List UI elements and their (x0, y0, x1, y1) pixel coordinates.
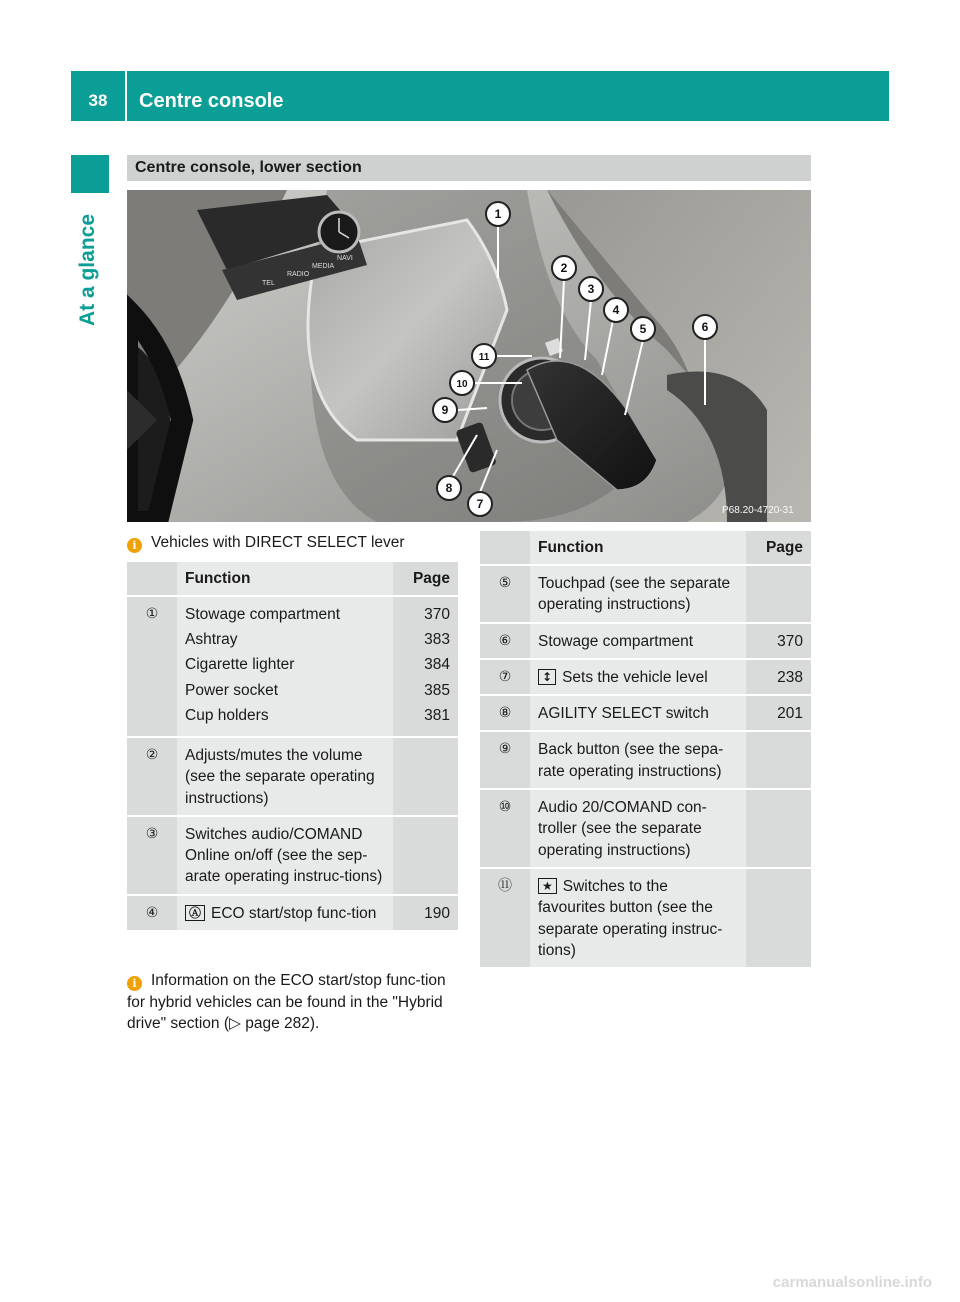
table-row (480, 868, 811, 968)
item-number: ⑥ (480, 623, 530, 659)
callout-1: 1 (494, 207, 502, 221)
function-text: Power socket (185, 681, 279, 699)
side-tab-marker (71, 155, 109, 193)
function-text: Cup holders (185, 706, 269, 724)
item-function (530, 659, 746, 695)
info-icon: i (127, 538, 142, 553)
panel-button-label: MEDIA (312, 263, 335, 270)
function-text: Sets the vehicle level (562, 668, 708, 686)
item-number: ④ (127, 895, 177, 931)
header-page: Page (393, 562, 458, 596)
item-number: ⑤ (480, 565, 530, 623)
function-text: Back button (see the sepa-rate operating instructions) (530, 731, 746, 789)
page-ref (746, 731, 811, 789)
item-pages (393, 596, 458, 737)
table-row (480, 789, 811, 868)
callout-6: 6 (701, 320, 709, 334)
section-title: Centre console, lower section (135, 159, 362, 176)
table-header-row (127, 562, 458, 596)
page-ref (746, 868, 811, 968)
item-number: ⑦ (480, 659, 530, 695)
direct-select-text: Vehicles with DIRECT SELECT lever (151, 534, 405, 551)
info-icon: i (127, 976, 142, 991)
header-num (480, 531, 530, 565)
table-row (127, 596, 458, 737)
console-illustration (127, 190, 811, 522)
table-row (127, 895, 458, 931)
function-table-right (480, 531, 811, 969)
item-number: ③ (127, 816, 177, 895)
page-ref: 381 (424, 706, 450, 724)
callout-2: 2 (560, 261, 568, 275)
header-function: Function (177, 562, 393, 596)
function-text: Touchpad (see the separate operating instructions) (530, 565, 746, 623)
eco-start-stop-icon: Ⓐ (185, 905, 205, 921)
table-row (127, 816, 458, 895)
page-ref: 370 (424, 606, 450, 623)
callout-5: 5 (639, 322, 647, 336)
page-number: 38 (88, 91, 108, 110)
item-function (530, 868, 746, 968)
eco-info-note (127, 970, 462, 1035)
table-row (127, 737, 458, 816)
page-ref: 201 (746, 695, 811, 731)
page-ref (746, 789, 811, 868)
header-page: Page (746, 531, 811, 565)
footer-watermark: carmanualsonline.info (772, 1274, 932, 1291)
header-divider (125, 71, 127, 121)
header-num (127, 562, 177, 596)
panel-button-label: TEL (262, 280, 275, 287)
page-ref: 238 (746, 659, 811, 695)
function-text: Audio 20/COMAND con-troller (see the separate operating instructions) (530, 789, 746, 868)
item-functions (177, 596, 393, 737)
callout-11: 11 (478, 352, 490, 363)
page-ref (393, 816, 458, 895)
photo-reference: P68.20-4720-31 (722, 505, 794, 516)
header-bar (71, 71, 889, 121)
callout-8: 8 (445, 481, 453, 495)
page-ref: 385 (424, 681, 450, 699)
table-row (480, 731, 811, 789)
function-table-left (127, 562, 458, 932)
item-number: ⑪ (480, 868, 530, 968)
eco-info-text: Information on the ECO start/stop func-tion for hybrid vehicles can be found in the "Hybrid drive" section (▷ page 282). (127, 972, 446, 1032)
page-ref: 383 (424, 631, 450, 649)
item-number: ① (127, 596, 177, 737)
function-text: Stowage compartment (185, 606, 341, 623)
page-ref: 370 (746, 623, 811, 659)
panel-button-label: RADIO (287, 271, 310, 278)
vehicle-level-icon: ↕ (538, 669, 556, 685)
side-tab-label: At a glance (76, 213, 99, 327)
function-text: ECO start/stop func-tion (211, 904, 377, 922)
table-row (480, 695, 811, 731)
header-function: Function (530, 531, 746, 565)
function-text: Stowage compartment (530, 623, 746, 659)
page-ref (746, 565, 811, 623)
callout-9: 9 (441, 403, 449, 417)
item-number: ② (127, 737, 177, 816)
callout-4: 4 (612, 303, 620, 317)
item-number: ⑩ (480, 789, 530, 868)
function-text: Adjusts/mutes the volume (see the separate operating instructions) (177, 737, 393, 816)
direct-select-note (127, 533, 457, 553)
page-ref: 384 (424, 656, 450, 674)
item-number: ⑨ (480, 731, 530, 789)
function-text: Switches audio/COMAND Online on/off (see the sep-arate operating instruc-tions) (177, 816, 393, 895)
callout-10: 10 (456, 379, 468, 390)
table-row (480, 565, 811, 623)
table-row (480, 659, 811, 695)
function-text: Ashtray (185, 631, 238, 649)
page-ref (393, 737, 458, 816)
section-heading (127, 155, 811, 181)
console-photo (127, 190, 811, 522)
item-function (177, 895, 393, 931)
table-header-row (480, 531, 811, 565)
chapter-title: Centre console (139, 90, 284, 112)
callout-3: 3 (587, 282, 595, 296)
item-number: ⑧ (480, 695, 530, 731)
favourites-star-icon: ★ (538, 878, 557, 894)
callout-7: 7 (476, 497, 484, 511)
function-text: Switches to the favourites button (see the separate operating instruc-tions) (538, 877, 723, 959)
page-ref: 190 (393, 895, 458, 931)
function-text: Cigarette lighter (185, 656, 295, 674)
table-row (480, 623, 811, 659)
panel-button-label: NAVI (337, 255, 353, 262)
function-text: AGILITY SELECT switch (530, 695, 746, 731)
